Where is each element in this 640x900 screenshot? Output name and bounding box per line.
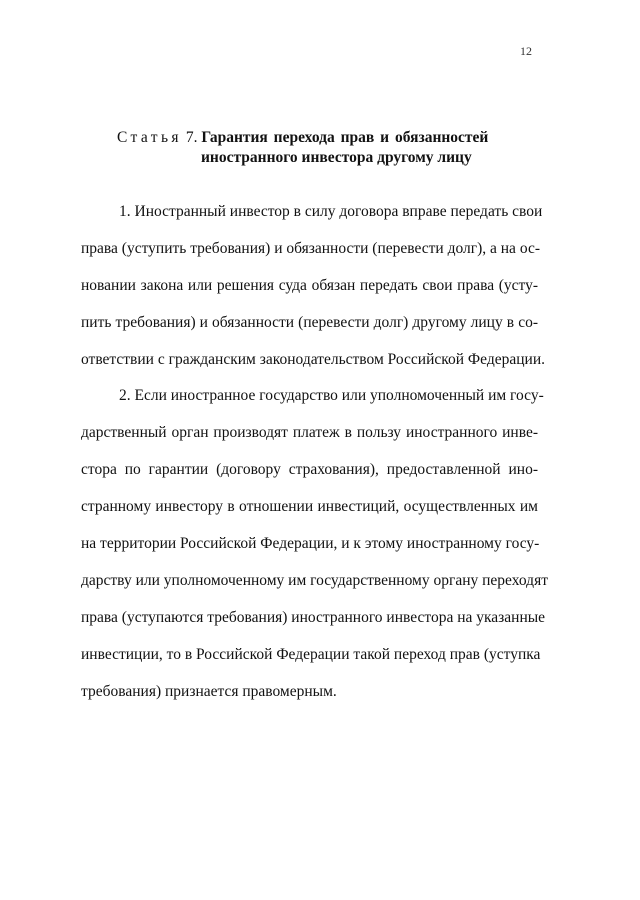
paragraph-line: права (уступаются требования) иностранного инвестора на указанные xyxy=(81,609,546,626)
paragraph-line: дарственный орган производят платеж в пользу иностранного инве- xyxy=(81,424,538,441)
paragraph-2 xyxy=(81,385,548,703)
paragraph-line: права (уступить требования) и обязанности (перевести долг), а на ос- xyxy=(81,240,540,257)
paragraph-line: инвестиции, то в Российской Федерации такой переход прав (уступка xyxy=(81,646,541,663)
paragraph-line: требования) признается правомерным. xyxy=(81,683,337,700)
paragraph-line: 1. Иностранный инвестор в силу договора вправе передать свои xyxy=(119,203,543,220)
article-label: Статья xyxy=(117,129,182,146)
paragraph-line: 2. Если иностранное государство или уполномоченный им госу- xyxy=(119,387,544,404)
article-heading-line-1 xyxy=(117,127,488,149)
paragraph-line: ответствии с гражданским законодательством Российской Федерации. xyxy=(81,351,545,368)
page-number: 12 xyxy=(520,44,532,58)
paragraph-1 xyxy=(81,201,545,371)
paragraph-line: стора по гарантии (договору страхования), предоставленной ино- xyxy=(81,461,538,478)
article-title-line-2: иностранного инвестора другому лицу xyxy=(201,149,472,166)
article-number: 7. xyxy=(185,129,198,146)
article-title-line-1: Гарантия перехода прав и обязанностей xyxy=(201,129,489,146)
paragraph-line: странному инвестору в отношении инвестиций, осуществленных им xyxy=(81,498,538,515)
paragraph-line: на территории Российской Федерации, и к этому иностранному госу- xyxy=(81,535,540,552)
paragraph-line: новании закона или решения суда обязан передать свои права (усту- xyxy=(81,277,538,294)
paragraph-line: дарству или уполномоченному им государственному органу переходят xyxy=(81,572,548,589)
paragraph-line: пить требования) и обязанности (перевести долг) другому лицу в со- xyxy=(81,314,538,331)
